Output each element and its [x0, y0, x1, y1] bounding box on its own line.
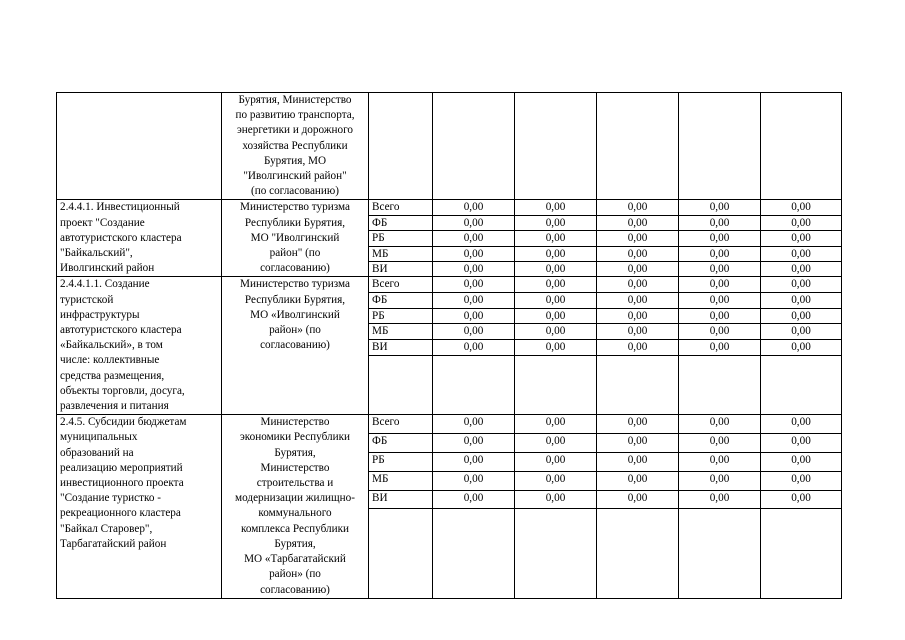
filler-cell	[433, 385, 515, 400]
amount-cell: 0,00	[433, 415, 515, 434]
filler-cell	[679, 545, 761, 563]
amount-cell: 0,00	[679, 293, 761, 309]
amount-cell: 0,00	[515, 200, 597, 215]
amount-cell: 0,00	[433, 261, 515, 276]
filler-cell	[597, 355, 679, 370]
amount-cell: 0,00	[679, 277, 761, 293]
filler-cell	[679, 355, 761, 370]
amount-cell: 0,00	[679, 324, 761, 340]
amount-cell: 0,00	[433, 246, 515, 261]
source-row	[57, 277, 842, 293]
amount-cell: 0,00	[761, 215, 842, 230]
amount-cell: 0,00	[679, 246, 761, 261]
funding-source: ВИ	[369, 261, 433, 276]
amount-cell: 0,00	[761, 246, 842, 261]
filler-cell	[515, 509, 597, 527]
continuation-executor-text: Бурятия, Министерство по развитию транспорта, энергетики и дорожного хозяйства Республики Бурятия, МО "Иволгинский район" (по согласованию)	[235, 94, 355, 198]
amount-cell: 0,00	[679, 471, 761, 490]
filler-cell	[679, 509, 761, 527]
continuation-executor-cell	[222, 93, 369, 200]
continuation-value-cell	[597, 93, 679, 200]
amount-cell: 0,00	[515, 434, 597, 453]
amount-cell: 0,00	[597, 231, 679, 246]
filler-cell	[433, 562, 515, 580]
funding-source: ФБ	[369, 215, 433, 230]
continuation-row	[57, 93, 842, 200]
executor-cell	[222, 277, 369, 415]
amount-cell: 0,00	[597, 452, 679, 471]
amount-cell: 0,00	[433, 277, 515, 293]
amount-cell: 0,00	[679, 415, 761, 434]
filler-cell	[369, 527, 433, 545]
amount-cell: 0,00	[515, 490, 597, 509]
amount-cell: 0,00	[515, 293, 597, 309]
amount-cell: 0,00	[597, 215, 679, 230]
filler-cell	[515, 400, 597, 415]
amount-cell: 0,00	[515, 308, 597, 324]
continuation-value-cell	[679, 93, 761, 200]
budget-table	[56, 92, 842, 599]
amount-cell: 0,00	[761, 452, 842, 471]
measure-name: 2.4.5. Субсидии бюджетам муниципальных образований на реализацию мероприятий инвестиционного проекта "Создание туристко - рекреационного кластера "Байкал Старовер", Тарбагатайский район	[60, 416, 187, 550]
amount-cell: 0,00	[597, 324, 679, 340]
amount-cell: 0,00	[761, 277, 842, 293]
continuation-value-cell	[515, 93, 597, 200]
amount-cell: 0,00	[433, 293, 515, 309]
amount-cell: 0,00	[761, 308, 842, 324]
amount-cell: 0,00	[679, 452, 761, 471]
filler-cell	[761, 580, 842, 598]
amount-cell: 0,00	[433, 231, 515, 246]
filler-cell	[433, 527, 515, 545]
filler-cell	[433, 509, 515, 527]
amount-cell: 0,00	[515, 340, 597, 356]
amount-cell: 0,00	[761, 471, 842, 490]
amount-cell: 0,00	[679, 261, 761, 276]
amount-cell: 0,00	[433, 324, 515, 340]
amount-cell: 0,00	[433, 471, 515, 490]
amount-cell: 0,00	[597, 415, 679, 434]
filler-cell	[597, 580, 679, 598]
amount-cell: 0,00	[597, 293, 679, 309]
amount-cell: 0,00	[679, 200, 761, 215]
executor-cell	[222, 415, 369, 598]
amount-cell: 0,00	[433, 215, 515, 230]
funding-source: МБ	[369, 246, 433, 261]
filler-cell	[515, 370, 597, 385]
continuation-value-cell	[433, 93, 515, 200]
funding-source: РБ	[369, 231, 433, 246]
amount-cell: 0,00	[515, 261, 597, 276]
amount-cell: 0,00	[679, 490, 761, 509]
executor-text: Министерство экономики Республики Бурятия, Министерство строительства и модернизации жилищно- коммунального комплекса Республики Бурятия, МО «Тарбагатайский район» (по согласованию)	[235, 416, 355, 596]
source-row	[57, 415, 842, 434]
amount-cell: 0,00	[761, 340, 842, 356]
funding-source: МБ	[369, 324, 433, 340]
filler-cell	[369, 509, 433, 527]
continuation-source-cell	[369, 93, 433, 200]
amount-cell: 0,00	[515, 231, 597, 246]
amount-cell: 0,00	[597, 277, 679, 293]
amount-cell: 0,00	[515, 415, 597, 434]
executor-cell	[222, 200, 369, 277]
amount-cell: 0,00	[597, 308, 679, 324]
filler-cell	[369, 580, 433, 598]
amount-cell: 0,00	[679, 215, 761, 230]
filler-cell	[369, 385, 433, 400]
amount-cell: 0,00	[515, 471, 597, 490]
filler-cell	[761, 562, 842, 580]
filler-cell	[679, 400, 761, 415]
filler-cell	[515, 527, 597, 545]
filler-cell	[679, 527, 761, 545]
funding-source: МБ	[369, 471, 433, 490]
amount-cell: 0,00	[761, 434, 842, 453]
filler-cell	[761, 527, 842, 545]
amount-cell: 0,00	[433, 434, 515, 453]
filler-cell	[597, 385, 679, 400]
funding-source: Всего	[369, 277, 433, 293]
amount-cell: 0,00	[679, 434, 761, 453]
amount-cell: 0,00	[597, 471, 679, 490]
measure-name: 2.4.4.1. Инвестиционный проект "Создание автотуристского кластера "Байкальский", Иволгинский район	[60, 201, 182, 275]
filler-cell	[515, 385, 597, 400]
filler-cell	[433, 355, 515, 370]
funding-source: Всего	[369, 415, 433, 434]
filler-cell	[515, 562, 597, 580]
filler-cell	[597, 509, 679, 527]
filler-cell	[761, 355, 842, 370]
amount-cell: 0,00	[515, 215, 597, 230]
filler-cell	[679, 562, 761, 580]
filler-cell	[597, 400, 679, 415]
amount-cell: 0,00	[515, 277, 597, 293]
amount-cell: 0,00	[679, 231, 761, 246]
executor-text: Министерство туризма Республики Бурятия, МО "Иволгинский район" (по согласованию)	[240, 201, 350, 275]
filler-cell	[369, 545, 433, 563]
filler-cell	[369, 562, 433, 580]
amount-cell: 0,00	[515, 246, 597, 261]
filler-cell	[761, 509, 842, 527]
measure-name: 2.4.4.1.1. Создание туристской инфраструктуры автотуристского кластера «Байкальский», в том числе: коллективные средства размещения, объекты торговли, досуга, развлечения и питания	[60, 278, 185, 413]
continuation-name-cell	[57, 93, 222, 200]
amount-cell: 0,00	[433, 490, 515, 509]
amount-cell: 0,00	[433, 200, 515, 215]
filler-cell	[515, 545, 597, 563]
filler-cell	[761, 370, 842, 385]
filler-cell	[597, 370, 679, 385]
amount-cell: 0,00	[515, 452, 597, 471]
amount-cell: 0,00	[761, 231, 842, 246]
amount-cell: 0,00	[761, 490, 842, 509]
filler-cell	[597, 545, 679, 563]
funding-source: Всего	[369, 200, 433, 215]
amount-cell: 0,00	[433, 308, 515, 324]
filler-cell	[433, 400, 515, 415]
filler-cell	[369, 355, 433, 370]
amount-cell: 0,00	[597, 246, 679, 261]
source-row	[57, 200, 842, 215]
amount-cell: 0,00	[679, 308, 761, 324]
measure-name-cell	[57, 200, 222, 277]
filler-cell	[369, 370, 433, 385]
amount-cell: 0,00	[761, 415, 842, 434]
amount-cell: 0,00	[597, 200, 679, 215]
amount-cell: 0,00	[515, 324, 597, 340]
filler-cell	[679, 370, 761, 385]
funding-source: ВИ	[369, 340, 433, 356]
amount-cell: 0,00	[761, 261, 842, 276]
filler-cell	[515, 355, 597, 370]
filler-cell	[433, 545, 515, 563]
filler-cell	[597, 562, 679, 580]
funding-source: ФБ	[369, 293, 433, 309]
amount-cell: 0,00	[433, 340, 515, 356]
filler-cell	[761, 385, 842, 400]
filler-cell	[761, 400, 842, 415]
amount-cell: 0,00	[761, 293, 842, 309]
filler-cell	[369, 400, 433, 415]
filler-cell	[679, 385, 761, 400]
executor-text: Министерство туризма Республики Бурятия, МО «Иволгинский район» (по согласованию)	[240, 278, 350, 352]
amount-cell: 0,00	[761, 324, 842, 340]
amount-cell: 0,00	[597, 490, 679, 509]
filler-cell	[597, 527, 679, 545]
measure-name-cell	[57, 277, 222, 415]
filler-cell	[679, 580, 761, 598]
amount-cell: 0,00	[761, 200, 842, 215]
continuation-value-cell	[761, 93, 842, 200]
funding-source: ФБ	[369, 434, 433, 453]
filler-cell	[761, 545, 842, 563]
measure-name-cell	[57, 415, 222, 598]
amount-cell: 0,00	[597, 434, 679, 453]
amount-cell: 0,00	[597, 261, 679, 276]
amount-cell: 0,00	[597, 340, 679, 356]
funding-source: ВИ	[369, 490, 433, 509]
amount-cell: 0,00	[679, 340, 761, 356]
funding-source: РБ	[369, 452, 433, 471]
funding-source: РБ	[369, 308, 433, 324]
amount-cell: 0,00	[433, 452, 515, 471]
filler-cell	[433, 580, 515, 598]
filler-cell	[433, 370, 515, 385]
filler-cell	[515, 580, 597, 598]
